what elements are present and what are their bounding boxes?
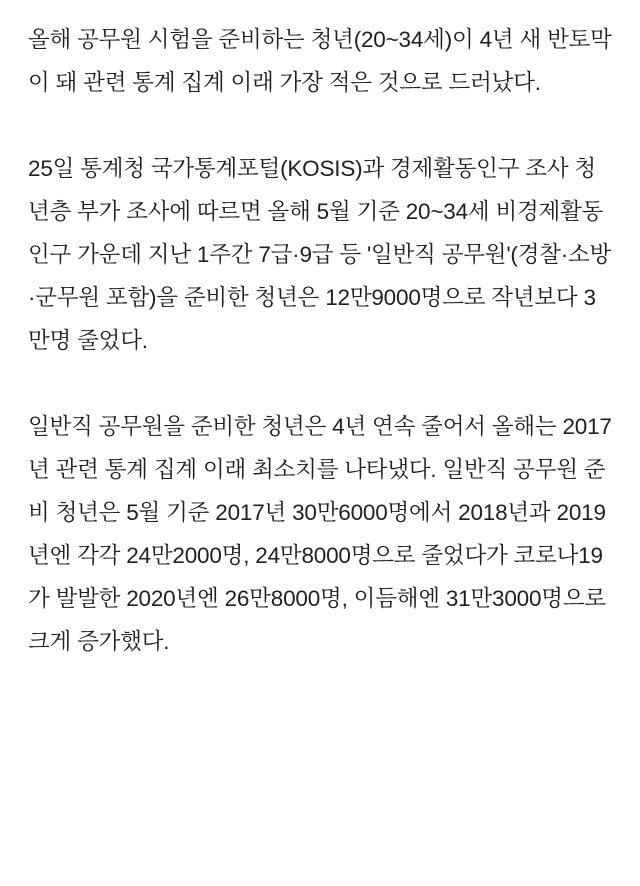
article-paragraph-2: 25일 통계청 국가통계포털(KOSIS)과 경제활동인구 조사 청년층 부가 조사에 따르면 올해 5월 기준 20~34세 비경제활동인구 가운데 지난 1주간 7급·9급 등 '일반직 공무원'(경찰·소방·군무원 포함)을 준비한 청년은 12만9000명으로 작년보다 3만명 줄었다. <box>28 156 612 353</box>
article-paragraph-1: 올해 공무원 시험을 준비하는 청년(20~34세)이 4년 새 반토막이 돼 관련 통계 집계 이래 가장 적은 것으로 드러났다. <box>28 27 612 95</box>
article-paragraph-3: 일반직 공무원을 준비한 청년은 4년 연속 줄어서 올해는 2017년 관련 통계 집계 이래 최소치를 나타냈다. 일반직 공무원 준비 청년은 5월 기준 2017년 30만6000명에서 2018년과 2019년엔 각각 24만2000명, 24만8000명으로 줄었다가 코로나19가 발발한 2020년엔 26만8000명, 이듬해엔 31만3000명으로 크게 증가했다. <box>28 414 612 654</box>
